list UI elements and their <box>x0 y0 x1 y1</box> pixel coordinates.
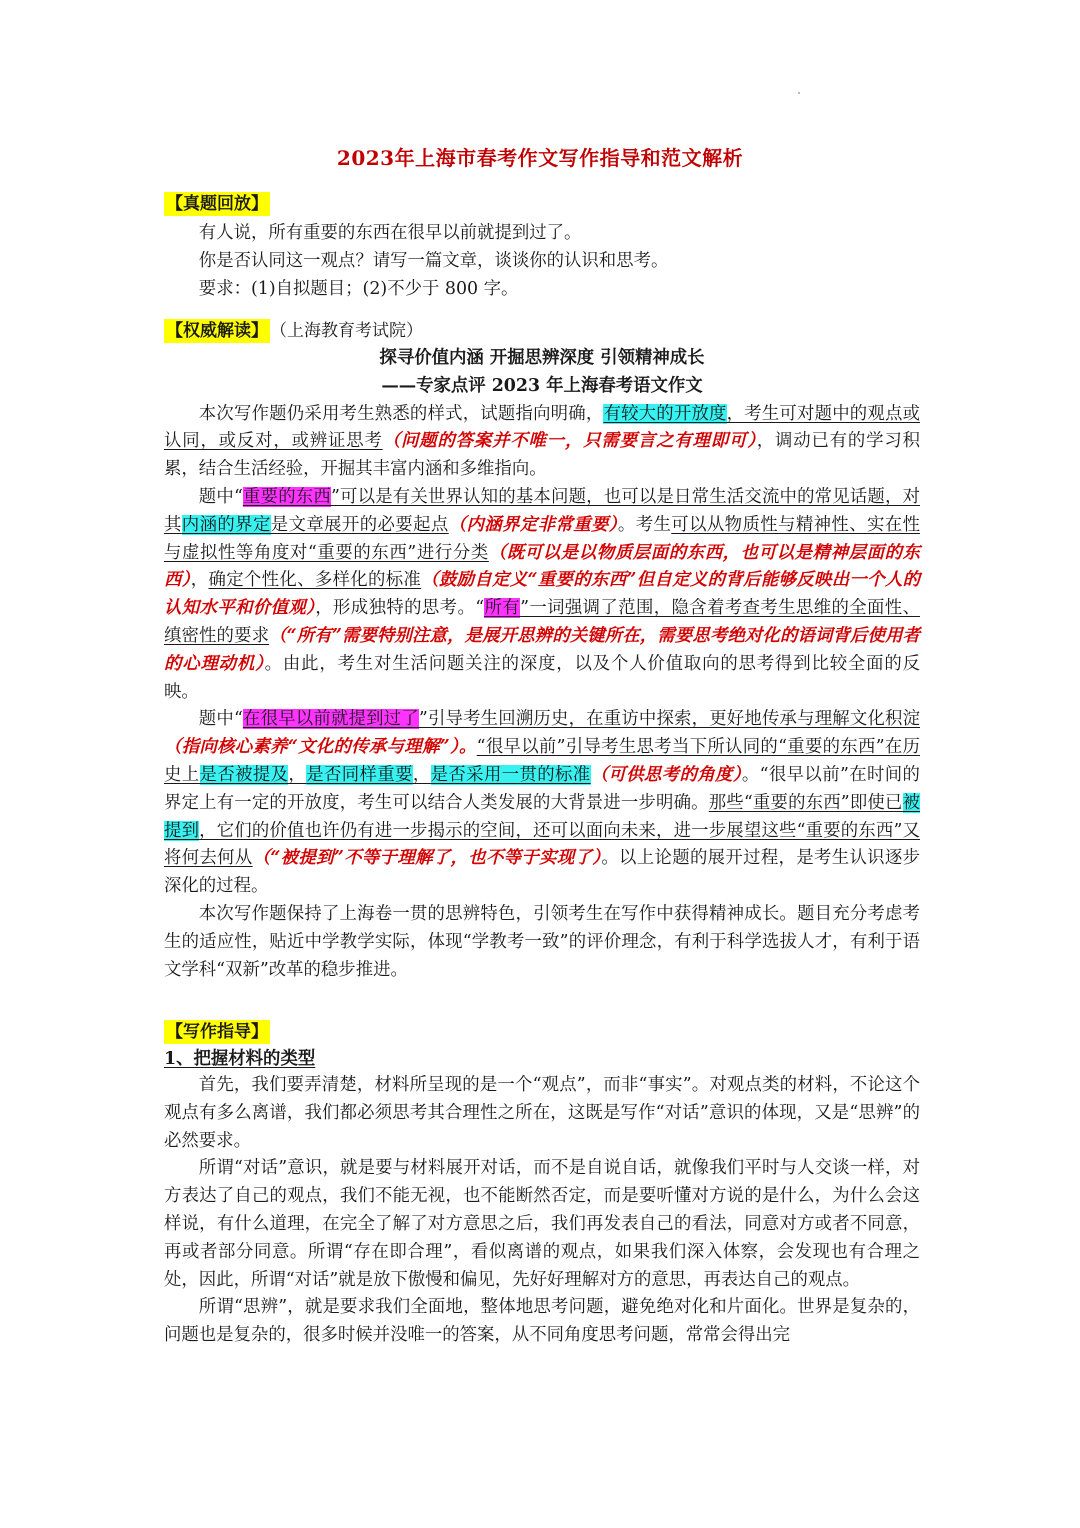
annotation: （指向核心素养“文化的传承与理解”）。 <box>164 737 477 758</box>
highlight-was-mentioned: 被提到 <box>164 792 920 841</box>
annotation: （鼓励自定义“重要的东西”但自定义的背后能够反映出一个人的认知水平和价值观） <box>164 570 920 619</box>
highlight-consistent-standard: 是否采用一贯的标准 <box>430 764 591 785</box>
document-title: 2023年上海市春考作文写作指导和范文解析 <box>336 146 744 170</box>
annotation: （既可以是以物质层面的东西，也可以是精神层面的东西） <box>164 542 920 591</box>
highlight-openness: 有较大的开放度 <box>603 403 727 424</box>
analysis-paragraph-1: 本次写作题仍采用考生熟悉的样式，试题指向明确，有较大的开放度，考生可对题中的观点或认同，或反对，或辨证思考（问题的答案并不唯一，只需要言之有理即可），调动已有的学习积累，结合生活经验，开掘其丰富内涵和多维指向。 <box>164 403 920 480</box>
annotation: （问题的答案并不唯一，只需要言之有理即可） <box>382 431 757 452</box>
section-label-real-question: 【真题回放】 <box>166 194 268 214</box>
section-writing-guidance <box>164 1020 920 1350</box>
section-authority-reading <box>164 316 920 984</box>
highlight-equally-important: 是否同样重要 <box>306 764 413 785</box>
guidance-paragraph-2: 所谓“对话”意识，就是要与材料展开对话，而不是自说自话，就像我们平时与人交谈一样，对方表达了自己的观点，我们不能无视，也不能断然否定，而是要听懂对方说的是什么，为什么会这样说，有什么道理，在完全了解了对方意思之后，我们再发表自己的看法，同意对方或者不同意，再或者部分同意。所谓“存在即合理”，看似离谱的观点，如果我们深入体察，会发现也有合理之处，因此，所谓“对话”就是放下傲慢和偏见，先好好理解对方的意思，再表达自己的观点。 <box>164 1158 920 1290</box>
section-label-authority: 【权威解读】 <box>166 321 268 341</box>
annotation: （可供思考的角度） <box>590 764 742 785</box>
highlight-long-ago: 在很早以前就提到过了 <box>242 709 419 730</box>
analysis-paragraph-4: 本次写作题保持了上海卷一贯的思辨特色，引领考生在写作中获得精神成长。题目充分考虑考生的适应性，贴近中学教学实际，体现“学教考一致”的评价理念，有利于科学选拔人才，有利于语文学科“双新”改革的稳步推进。 <box>164 903 920 980</box>
section-label-guidance: 【写作指导】 <box>166 1022 268 1042</box>
annotation: （内涵界定非常重要） <box>448 514 618 535</box>
annotation: （“所有”需要特别注意，是展开思辨的关键所在，需要思考绝对化的语词背后使用者的心理动机） <box>164 625 920 674</box>
guidance-paragraph-3: 所谓“思辨”，就是要求我们全面地，整体地思考问题，避免绝对化和片面化。世界是复杂的，问题也是复杂的，很多时候并没唯一的答案，从不同角度思考问题，常常会得出完 <box>164 1297 920 1346</box>
guidance-heading-1: 1、把握材料的类型 <box>164 1049 316 1069</box>
highlight-important-things: 重要的东西 <box>242 486 331 507</box>
article-subheading: ——专家点评 2023 年上海春考语文作文 <box>381 375 703 396</box>
corner-mark <box>798 92 800 94</box>
guidance-paragraph-1: 首先，我们要弄清楚，材料所呈现的是一个“观点”，而非“事实”。对观点类的材料，不论这个观点有多么离谱，我们都必须思考其合理性之所在，这既是写作“对话”意识的体现，又是“思辨”的必然要求。 <box>164 1075 920 1151</box>
section-real-question <box>164 192 920 303</box>
analysis-paragraph-3: 题中“在很早以前就提到过了”引导考生回溯历史，在重访中探索，更好地传承与理解文化积淀（指向核心素养“文化的传承与理解”）。“很早以前”引导考生思考当下所认同的“重要的东西”在历史上是否被提及，是否同样重要，是否采用一贯的标准（可供思考的角度）。“很早以前”在时间的界定上有一定的开放度，考生可以结合人类发展的大背景进一步明确。那些“重要的东西”即使已被提到，它们的价值也许仍有进一步揭示的空间，还可以面向未来，进一步展望这些“重要的东西”又将何去何从（“被提到”不等于理解了，也不等于实现了）。以上论题的展开过程，是考生认识逐步深化的过程。 <box>164 709 920 897</box>
question-line-2: 你是否认同这一观点？请写一篇文章，谈谈你的认识和思考。 <box>198 250 669 271</box>
analysis-paragraph-2: 题中“重要的东西”可以是有关世界认知的基本问题，也可以是日常生活交流中的常见话题，对其内涵的界定是文章展开的必要起点（内涵界定非常重要）。考生可以从物质性与精神性、实在性与虚拟性等角度对“重要的东西”进行分类（既可以是以物质层面的东西，也可以是精神层面的东西），确定个性化、多样化的标准（鼓励自定义“重要的东西”但自定义的背后能够反映出一个人的认知水平和价值观），形成独特的思考。“所有”一词强调了范围，隐含着考查考生思维的全面性、缜密性的要求（“所有”需要特别注意，是展开思辨的关键所在，需要思考绝对化的语词背后使用者的心理动机）。由此，考生对生活问题关注的深度，以及个人价值取向的思考得到比较全面的反映。 <box>164 486 920 702</box>
highlight-all: 所有 <box>484 598 521 619</box>
annotation: （“被提到”不等于理解了，也不等于实现了） <box>252 848 602 869</box>
question-line-3: 要求：(1)自拟题目；(2)不少于 800 字。 <box>198 278 519 299</box>
article-heading: 探寻价值内涵 开掘思辨深度 引领精神成长 <box>379 348 705 368</box>
highlight-definition: 内涵的界定 <box>181 514 271 535</box>
source-note: （上海教育考试院） <box>270 321 423 341</box>
question-line-1: 有人说，所有重要的东西在很早以前就提到过了。 <box>198 223 582 243</box>
highlight-mentioned: 是否被提及 <box>199 764 289 785</box>
